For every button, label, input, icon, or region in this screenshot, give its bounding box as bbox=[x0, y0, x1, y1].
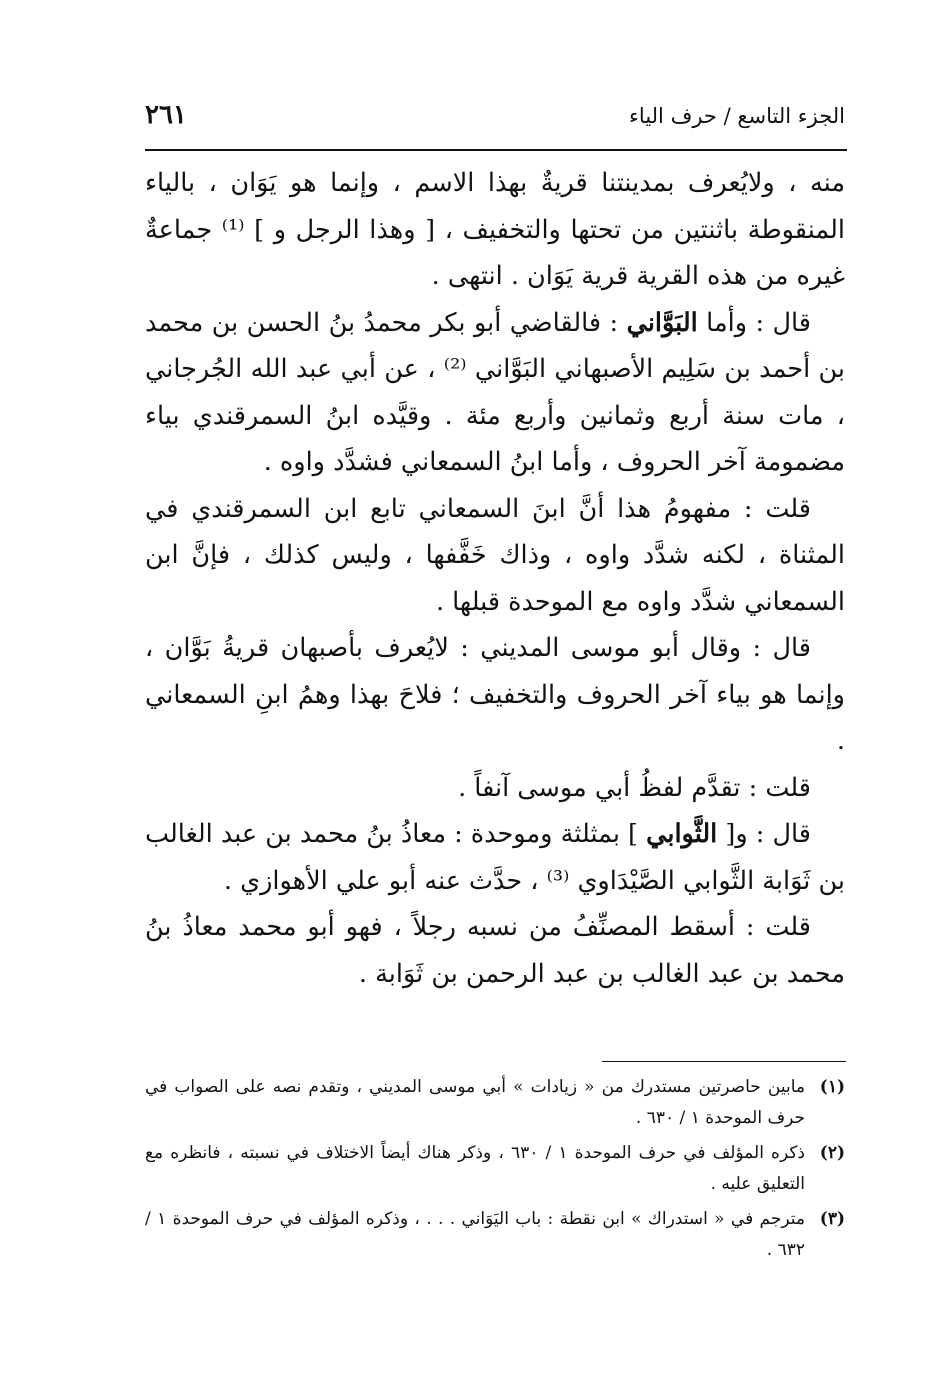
paragraph-6-lead: قال : و[ bbox=[717, 819, 811, 849]
page-header bbox=[145, 100, 845, 140]
footnote-number: (١) bbox=[819, 1077, 845, 1097]
footnote-number: (٣) bbox=[819, 1209, 845, 1229]
paragraph-7: قلت : أسقط المصنِّفُ من نسبه رجلاً ، فهو أبو محمد معاذُ بنُ محمد بن عبد الغالب بن عبد الرحمن بن ثَوَابة . bbox=[145, 912, 845, 989]
footnote-text: مابين حاصرتين مستدرك من « زيادات » أبي موسى المديني ، وتقدم نصه على الصواب في حرف الموحدة ١ / ٦٣٠ . bbox=[145, 1077, 805, 1128]
paragraph-6 bbox=[145, 811, 845, 904]
footnote-number: (٢) bbox=[819, 1143, 845, 1163]
paragraph-2-rest: : فالقاضي أبو بكر محمدُ بنُ الحسن بن محمد بن أحمد بن سَلِيم الأصبهاني البَوَّاني ⁽²⁾ ، عن أبي عبد الله الجُرجاني ، مات سنة أربع وثمانين وأربع مئة . وقيَّده ابنُ السمرقندي بياء مضمومة آخر الحروف ، وأما ابنُ السمعاني فشدَّد واوه . bbox=[145, 307, 845, 477]
paragraph-3: قلت : مفهومُ هذا أنَّ ابنَ السمعاني تابع ابن السمرقندي في المثناة ، لكنه شدَّد واوه ، وذاك خَفَّفها ، وليس كذلك ، فإنَّ ابن السمعاني شدَّد واوه مع الموحدة قبلها . bbox=[145, 493, 845, 617]
footnote-3 bbox=[145, 1204, 845, 1265]
paragraph-2-lead: قال : وأما bbox=[697, 307, 811, 338]
entry-term-thawabi: الثَّوابي bbox=[646, 819, 718, 849]
paragraph-2 bbox=[145, 300, 845, 486]
footnote-divider bbox=[602, 1061, 846, 1062]
page-number: ٢٦١ bbox=[145, 100, 187, 130]
footnote-text: مترجم في « استدراك » ابن نقطة : باب اليَوَاني . . . ، وذكره المؤلف في حرف الموحدة ١ / ٦٣٢ . bbox=[145, 1209, 805, 1260]
paragraph-4: قال : وقال أبو موسى المديني : لايُعرف بأصبهان قريةُ بَوَّان ، وإنما هو بياء آخر الحروف والتخفيف ؛ فلاحَ بهذا وهمُ ابنِ السمعاني . bbox=[145, 633, 845, 756]
paragraph-5: قلت : تقدَّم لفظُ أبي موسى آنفاً . bbox=[458, 772, 811, 803]
main-text bbox=[145, 160, 845, 997]
paragraph-1: منه ، ولايُعرف بمدينتنا قريةٌ بهذا الاسم ، وإنما هو يَوَان ، بالياء المنقوطة باثنتين من تحتها والتخفيف ، [ وهذا الرجل و ] ⁽¹⁾ جماعةٌ غيره من هذه القرية قرية يَوَان . انتهى . bbox=[145, 168, 845, 291]
paragraph-6-rest: ] بمثلثة وموحدة : معاذُ بنُ محمد بن عبد الغالب بن ثَوَابة الثَّوابي الصَّيْدَاوي ⁽³⁾ ، حدَّث عنه أبو علي الأهوازي . bbox=[145, 819, 845, 896]
footnote-2 bbox=[145, 1138, 845, 1199]
footnotes bbox=[145, 1072, 845, 1270]
entry-term-bawwani: البَوَّاني bbox=[626, 307, 698, 338]
running-title: الجزء التاسع / حرف الياء bbox=[629, 104, 845, 128]
footnote-text: ذكره المؤلف في حرف الموحدة ١ / ٦٣٠ ، وذكر هناك أيضاً الاختلاف في نسبته ، فانظره مع التعليق عليه . bbox=[145, 1143, 805, 1194]
header-divider bbox=[145, 149, 847, 151]
footnote-1 bbox=[145, 1072, 845, 1133]
